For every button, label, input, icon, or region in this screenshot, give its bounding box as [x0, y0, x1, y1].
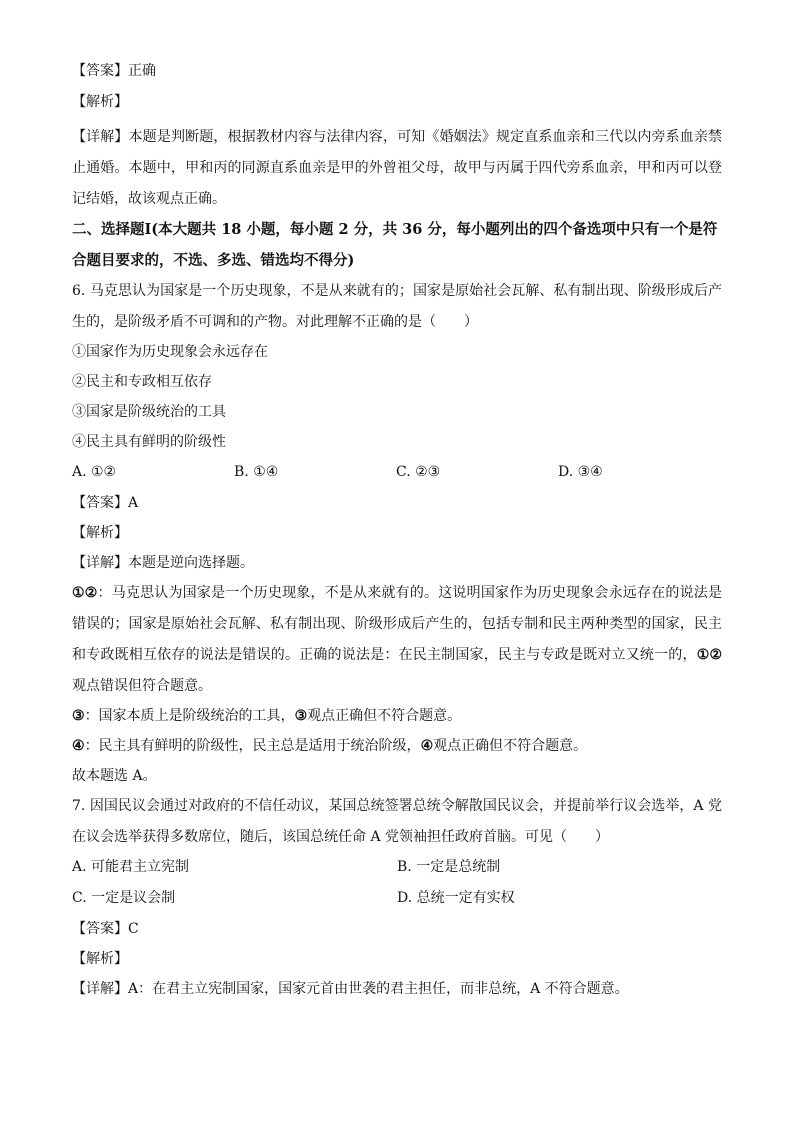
detail-label: 【详解】 [72, 129, 129, 145]
q6-explanation-1 [72, 578, 722, 702]
q7-answer-label: 【答案】 [72, 921, 128, 937]
q6-options [72, 457, 722, 488]
q6-exp2-text: ：国家本质上是阶级统治的工具， [84, 708, 295, 724]
q6-exp3-tail: 观点正确但不符合题意。 [433, 738, 588, 754]
q7-answer-value: C [128, 921, 139, 937]
q7-options-row-1 [72, 852, 722, 883]
q6-detail-label: 【详解】 [72, 555, 128, 571]
q6-exp1-key2: ①② [696, 647, 723, 663]
detail-text: 本题是判断题，根据教材内容与法律内容，可知《婚姻法》规定直系血亲和三代以内旁系血亲禁止通婚。本题中，甲和丙的同源直系血亲是甲的外曾祖父母，故甲与丙属于四代旁系血亲，甲和丙可以登记结婚，故该观点正确。 [72, 129, 723, 207]
q6-analysis-label: 【解析】 [72, 525, 128, 541]
q6-exp3-text: ：民主具有鲜明的阶级性，民主总是适用于统治阶级， [84, 738, 421, 754]
section-title: 二、选择题Ⅰ(本大题共 18 小题，每小题 2 分，共 36 分，每小题列出的四个备选项中只有一个是符合题目要求的，不选、多选、错选均不得分) [72, 221, 718, 269]
q7-option-b: B. 一定是总统制 [397, 859, 501, 875]
q6-answer-value: A [128, 495, 139, 511]
q6-exp1-text: ：马克思认为国家是一个历史现象，不是从来就有的。这说明国家作为历史现象会永远存在的说法是错误的；国家是原始社会瓦解、私有制出现、阶级形成后产生的，包括专制和民主两种类型的国家，民主和专政既相互依存的说法是错误的。正确的说法是：在民主制国家，民主与专政是既对立又统一的， [72, 585, 722, 663]
q7-option-a: A. 可能君主立宪制 [72, 859, 190, 875]
q6-detail-line [72, 548, 722, 579]
q6-exp2-tail: 观点正确但不符合题意。 [307, 708, 462, 724]
q6-item-2: ②民主和专政相互依存 [72, 374, 212, 390]
q6-option-a: A. ①② [72, 464, 117, 480]
q6-option-d: D. ③④ [558, 464, 603, 480]
q6-exp1-tail: 观点错误但符合题意。 [72, 678, 212, 694]
q6-stem: 6. 马克思认为国家是一个历史现象，不是从来就有的；国家是原始社会瓦解、私有制出现、阶级形成后产生的，是阶级矛盾不可调和的产物。对此理解不正确的是（ ） [72, 283, 722, 330]
q6-option-c: C. ②③ [396, 464, 441, 480]
document-page [72, 60, 722, 1004]
q6-detail-text: 本题是逆向选择题。 [128, 555, 254, 571]
q6-exp3-key: ④ [72, 738, 85, 754]
q7-analysis-label: 【解析】 [72, 951, 128, 967]
q6-item-4: ④民主具有鲜明的阶级性 [72, 434, 226, 450]
answer-line [72, 60, 722, 82]
q6-explanation-3 [72, 731, 722, 762]
analysis-label: 【解析】 [72, 94, 128, 110]
q6-option-b: B. ①④ [234, 464, 279, 480]
q7-stem: 7. 因国民议会通过对政府的不信任动议，某国总统签署总统令解散国民议会，并提前举行议会选举，A 党在议会选举获得多数席位，随后，该国总统任命 A 党领袖担任政府首脑。可见（ ） [72, 798, 722, 845]
answer-value: 正确 [128, 63, 156, 79]
detail-paragraph [72, 122, 722, 215]
q6-answer-label: 【答案】 [72, 495, 128, 511]
q7-detail-label: 【详解】 [72, 981, 128, 997]
q6-exp2-key: ③ [72, 708, 85, 724]
q7-option-c: C. 一定是议会制 [72, 890, 176, 906]
q7-answer-line [72, 914, 722, 945]
q6-exp1-key: ①② [72, 585, 98, 601]
q7-detail-text: A：在君主立宪制国家，国家元首由世袭的君主担任，而非总统，A 不符合题意。 [128, 981, 629, 997]
q6-answer-line [72, 488, 722, 519]
answer-label: 【答案】 [72, 63, 128, 79]
q6-exp3-key2: ④ [420, 738, 434, 754]
q6-item-1: ①国家作为历史现象会永远存在 [72, 344, 268, 360]
q6-explanation-2 [72, 701, 722, 732]
q7-options-row-2 [72, 883, 722, 914]
q6-conclusion: 故本题选 A。 [72, 768, 157, 784]
q7-option-d: D. 总统一定有实权 [397, 890, 515, 906]
q7-detail-line [72, 974, 722, 1005]
q6-exp2-key2: ③ [294, 708, 308, 724]
q6-item-3: ③国家是阶级统治的工具 [72, 404, 226, 420]
